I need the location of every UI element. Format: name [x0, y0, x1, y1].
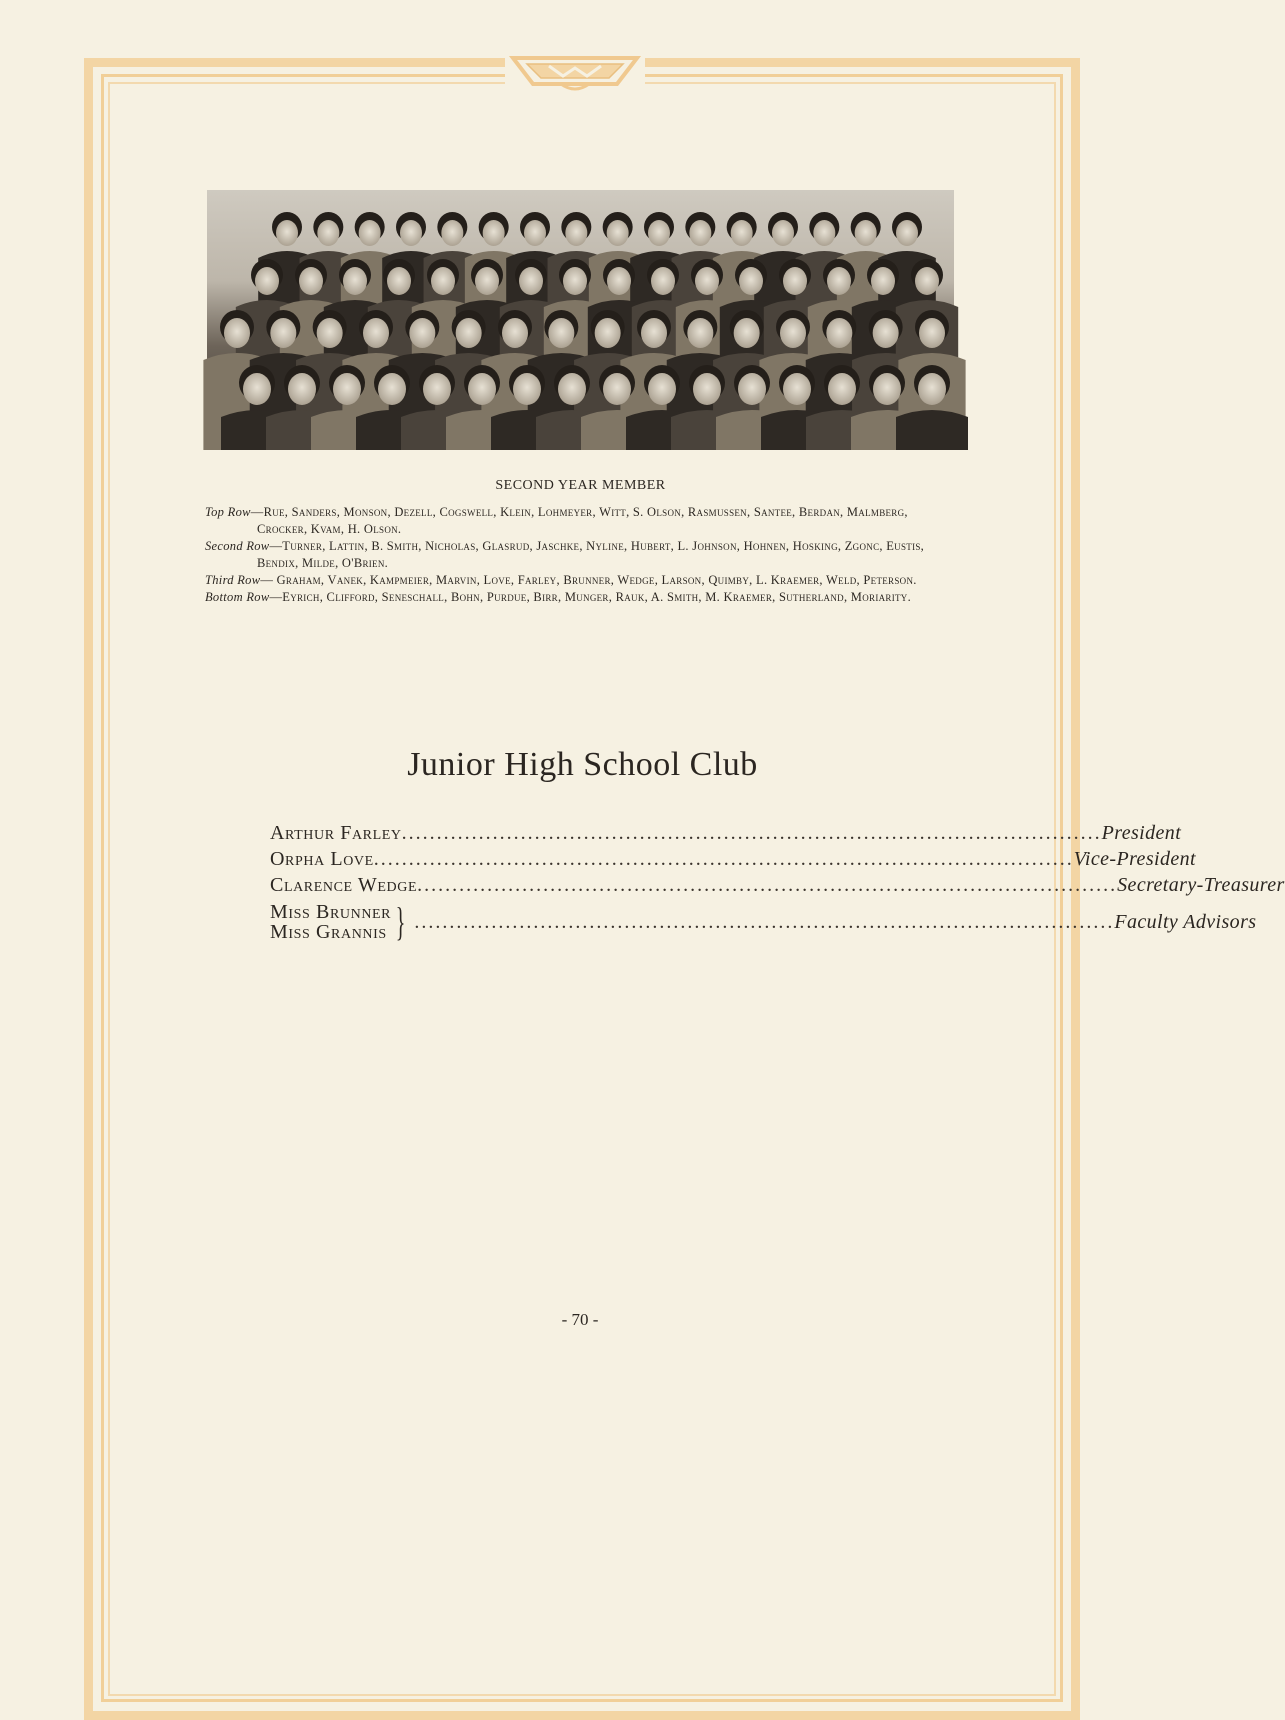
photo-caption-rows — [205, 504, 960, 606]
leader-dots: .................................................................................................... — [373, 848, 1074, 870]
group-photo — [207, 190, 954, 450]
advisor-row — [270, 899, 1257, 944]
officer-name: Clarence Wedge — [270, 874, 418, 896]
caption-row-second: Second Row—Turner, Lattin, B. Smith, Nicholas, Glasrud, Jaschke, Nyline, Hubert, L. Johnson, Hohnen, Hosking, Zgonc, Eustis, Bendix, Milde, O'Brien. — [205, 539, 925, 570]
leader-dots: .................................................................................................... — [417, 874, 1118, 896]
officer-name: Arthur Farley — [270, 822, 402, 844]
officer-role: Vice-President — [1073, 848, 1196, 870]
caption-row-top: Top Row—Rue, Sanders, Monson, Dezell, Cogswell, Klein, Lohmeyer, Witt, S. Olson, Rasmussen, Santee, Berdan, Malmberg, Crocker, Kvam, H. Olson. — [205, 505, 908, 536]
brace-symbol: } — [395, 899, 406, 944]
officer-row — [270, 874, 1285, 900]
officer-list — [270, 822, 1285, 944]
club-title: Junior High School Club — [407, 746, 758, 783]
officer-row — [270, 848, 1196, 874]
officer-role: Secretary-Treasurer — [1117, 874, 1285, 896]
photo-caption-title: SECOND YEAR MEMBER — [495, 478, 666, 493]
officer-role: President — [1101, 822, 1182, 844]
caption-row-bottom: Bottom Row—Eyrich, Clifford, Seneschall, Bohn, Purdue, Birr, Munger, Rauk, A. Smith, M. Kraemer, Sutherland, Moriarity. — [205, 590, 912, 604]
officer-row — [270, 822, 1182, 848]
advisor-name: Miss Grannis — [270, 921, 387, 943]
caption-row-third: Third Row— Graham, Vanek, Kampmeier, Marvin, Love, Farley, Brunner, Wedge, Larson, Quimby, L. Kraemer, Weld, Peterson. — [205, 573, 917, 587]
page-number: - 70 - — [561, 1310, 599, 1329]
leader-dots: .................................................................................................... — [414, 910, 1115, 933]
officer-name: Orpha Love — [270, 848, 374, 870]
advisor-name: Miss Brunner — [270, 901, 392, 923]
leader-dots: .................................................................................................... — [401, 822, 1102, 844]
advisor-names — [270, 902, 391, 942]
advisor-role: Faculty Advisors — [1114, 910, 1257, 933]
border-ornament — [505, 44, 645, 102]
